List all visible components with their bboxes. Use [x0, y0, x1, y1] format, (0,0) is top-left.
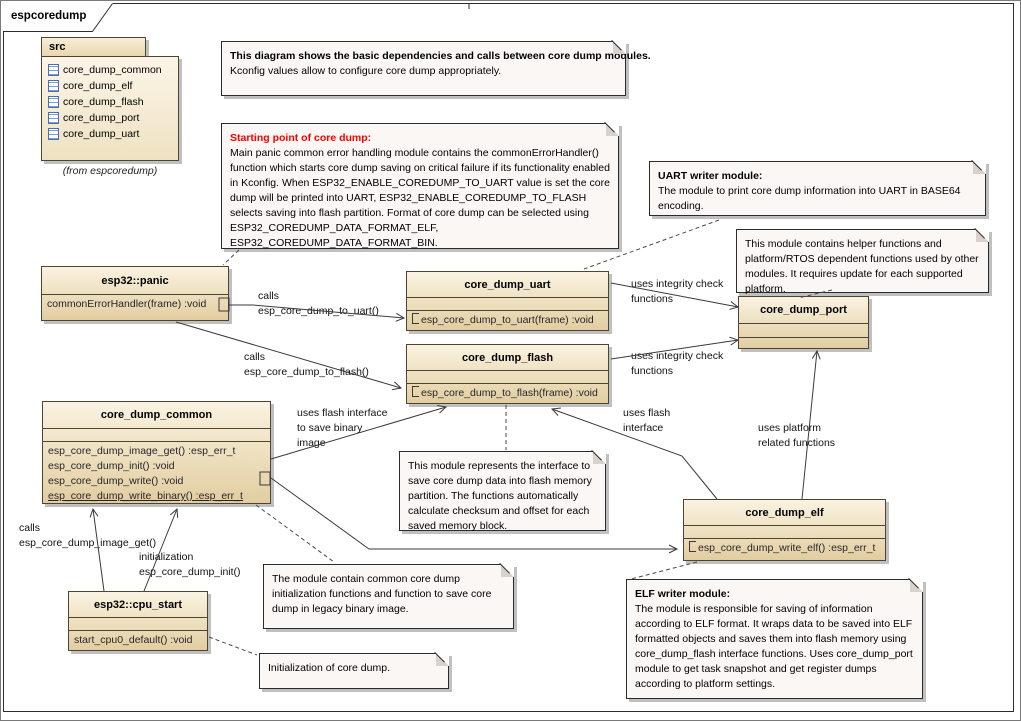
package-item-core-dump-uart[interactable]: core_dump_uart	[48, 126, 178, 142]
note-elf-writer-body: The module is responsible for saving of information according to ELF format. It wraps data to be saved into ELF formatted objects and saves them into flash memory using core_dump_flash interface functions. Uses core_dump_port module to get task snapshot and get register dumps according to platform settings.	[635, 603, 913, 690]
note-common-module[interactable]	[263, 564, 514, 629]
notelink-common-note	[256, 505, 334, 562]
note-fold-corner	[613, 41, 626, 54]
edge-label-uses-platform: uses platform related functions	[758, 422, 836, 449]
package-src-tab[interactable]: src	[41, 37, 146, 57]
note-elf-writer-title: ELF writer module:	[635, 588, 731, 600]
note-starting-body: Main panic common error handling module contains the commonErrorHandler() function which starts core dump saving on critical failure if its functionality enabled in Kconfig. When ESP32_ENABLE_COREDUMP_TO_UART value is set the core dump will be printed into UART, ESP32_ENABLE_COREDUMP_TO_FLASH selects saving into flash partition. Format of core dump can be selected using ESP32_COREDUMP_DATA_FORMAT_ELF, ESP32_COREDUMP_DATA_FORMAT_BIN.	[230, 147, 610, 249]
note-uart-writer[interactable]	[649, 161, 986, 216]
note-fold-corner	[606, 123, 619, 136]
file-icon	[48, 96, 59, 108]
note-init[interactable]	[259, 653, 449, 689]
note-flash-interface-body: This module represents the interface to save core dump data into flash memory partition. The functions automatically calculate checksum and offset for each saved memory block.	[408, 460, 592, 532]
package-src-body[interactable]	[41, 56, 179, 161]
edge-label-save-binary: uses flash interface to save binary image	[297, 407, 388, 449]
file-icon	[48, 128, 59, 140]
package-item-core-dump-elf[interactable]: core_dump_elf	[48, 78, 178, 94]
note-overview-body: Kconfig values allow to configure core dump appropriately.	[230, 65, 502, 77]
note-fold-corner	[436, 653, 449, 666]
operations-compartment	[739, 338, 868, 350]
class-title: core_dump_elf	[684, 500, 885, 526]
note-starting-point[interactable]	[221, 123, 619, 249]
class-title: core_dump_common	[43, 402, 270, 429]
method-start-cpu0-default[interactable]: start_cpu0_default() :void	[74, 634, 193, 646]
attributes-compartment	[407, 298, 608, 311]
attributes-compartment	[43, 429, 270, 442]
class-core-dump-common[interactable]	[42, 401, 271, 504]
class-title: esp32::cpu_start	[69, 592, 207, 618]
class-core-dump-flash[interactable]	[406, 344, 609, 404]
package-item-core-dump-port[interactable]: core_dump_port	[48, 110, 178, 126]
note-port-helper[interactable]	[736, 229, 989, 293]
note-starting-title: Starting point of core dump:	[230, 132, 372, 144]
note-uart-writer-title: UART writer module:	[658, 170, 763, 182]
attributes-compartment	[407, 371, 608, 384]
note-elf-writer[interactable]	[626, 579, 923, 699]
edge-label-calls-to-uart: calls esp_core_dump_to_uart()	[258, 290, 379, 317]
notelink-elf-note	[631, 562, 697, 579]
anchor-bracket-icon	[412, 386, 419, 397]
method-esp-core-dump-write[interactable]: esp_core_dump_write() :void	[48, 475, 184, 487]
class-title: core_dump_flash	[407, 345, 608, 371]
edge-label-initialization: initialization esp_core_dump_init()	[139, 551, 241, 578]
note-overview-bold: This diagram shows the basic dependencies and calls between core dump modules.	[230, 50, 651, 62]
anchor-bracket-icon	[689, 541, 696, 552]
method-esp-core-dump-image-get[interactable]: esp_core_dump_image_get() :esp_err_t	[48, 445, 236, 457]
note-fold-corner	[910, 579, 923, 592]
method-esp-core-dump-init[interactable]: esp_core_dump_init() :void	[48, 460, 175, 472]
class-esp32-panic[interactable]	[41, 266, 229, 321]
note-fold-corner	[593, 451, 606, 464]
class-esp32-cpu-start[interactable]	[68, 591, 208, 651]
note-flash-interface[interactable]	[399, 451, 606, 531]
attributes-compartment	[69, 618, 207, 631]
class-title: esp32::panic	[42, 267, 228, 295]
note-port-helper-body: This module contains helper functions and platform/RTOS dependent functions used by other modules. It requires update for each supported platform.	[745, 238, 979, 295]
file-icon	[48, 80, 59, 92]
note-init-body: Initialization of core dump.	[268, 662, 390, 674]
note-fold-corner	[501, 564, 514, 577]
edge-label-calls-image-get: calls esp_core_dump_image_get()	[19, 522, 157, 549]
class-core-dump-port[interactable]	[738, 296, 869, 349]
edge-label-integrity-flash: uses integrity check functions	[631, 350, 724, 377]
package-item-core-dump-common[interactable]: core_dump_common	[48, 62, 178, 78]
anchor-bracket-icon	[412, 313, 419, 324]
method-commonErrorHandler[interactable]: commonErrorHandler(frame) :void	[47, 298, 207, 310]
class-title: core_dump_port	[739, 297, 868, 324]
method-esp-core-dump-write-binary[interactable]: esp_core_dump_write_binary() :esp_err_t	[48, 490, 243, 502]
package-item-core-dump-flash[interactable]: core_dump_flash	[48, 94, 178, 110]
class-title: core_dump_uart	[407, 272, 608, 298]
note-common-module-body: The module contain common core dump initialization functions and function to save core dump in legacy binary image.	[272, 573, 492, 615]
diagram-title: espcoredump	[11, 10, 87, 22]
attributes-compartment	[684, 526, 885, 539]
notelink-starting-panic	[223, 250, 239, 265]
method-esp-core-dump-to-uart[interactable]: esp_core_dump_to_uart(frame) :void	[412, 313, 605, 328]
attributes-compartment	[739, 324, 868, 338]
note-fold-corner	[973, 161, 986, 174]
note-fold-corner	[976, 229, 989, 242]
method-esp-core-dump-write-elf[interactable]: esp_core_dump_write_elf() :esp_err_t	[689, 541, 882, 556]
edge-label-uses-flash-interface: uses flash interface	[623, 407, 671, 434]
note-uart-writer-body: The module to print core dump information into UART in BASE64 encoding.	[658, 185, 961, 212]
notelink-cpustart-init-note	[209, 637, 257, 655]
method-esp-core-dump-to-flash[interactable]: esp_core_dump_to_flash(frame) :void	[412, 386, 605, 401]
package-caption: (from espcoredump)	[62, 165, 158, 177]
edge-label-calls-to-flash: calls esp_core_dump_to_flash()	[244, 351, 369, 378]
class-core-dump-uart[interactable]	[406, 271, 609, 331]
note-overview[interactable]	[221, 41, 651, 96]
file-icon	[48, 64, 59, 76]
file-icon	[48, 112, 59, 124]
class-core-dump-elf[interactable]	[683, 499, 886, 561]
edge-label-integrity-uart: uses integrity check functions	[631, 278, 724, 305]
